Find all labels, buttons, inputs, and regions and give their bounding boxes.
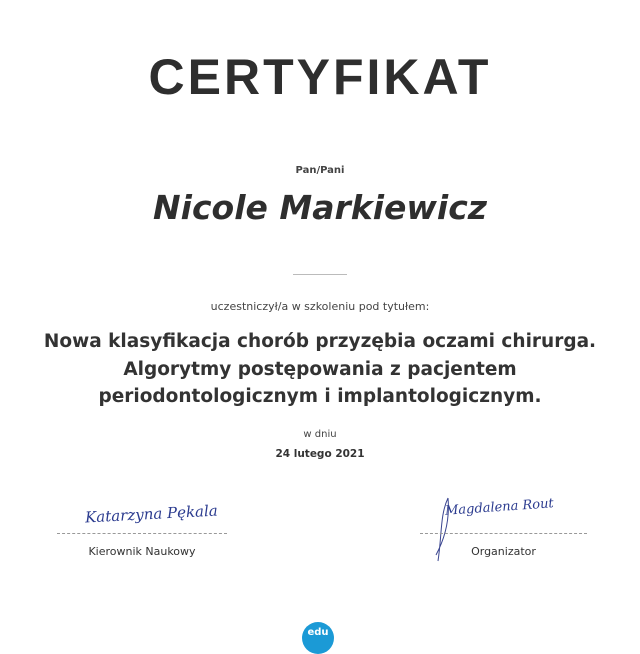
course-title-line: Algorytmy postępowania z pacjentem <box>123 358 517 380</box>
signature-right: Magdalena Rout <box>444 496 555 519</box>
signature-line-right <box>420 533 587 534</box>
signature-line-left <box>57 533 227 534</box>
date: 24 lutego 2021 <box>275 448 365 460</box>
certificate-title: CERTYFIKAT <box>148 49 492 105</box>
date-label: w dniu <box>303 429 337 440</box>
role-left: Kierownik Naukowy <box>88 545 196 558</box>
salutation: Pan/Pani <box>295 165 345 176</box>
recipient-name: Nicole Markiewicz <box>153 188 487 227</box>
course-title <box>0 328 640 411</box>
edu-logo: edu <box>302 622 334 654</box>
divider <box>293 274 347 275</box>
course-title-line: Nowa klasyfikacja chorób przyzębia oczami chirurga. <box>43 331 597 352</box>
signature-left: Katarzyna Pękala <box>84 501 219 527</box>
role-right: Organizator <box>471 545 536 558</box>
course-title-line: periodontologicznym i implantologicznym. <box>98 386 542 407</box>
intro-text: uczestniczył/a w szkoleniu pod tytułem: <box>210 300 430 313</box>
